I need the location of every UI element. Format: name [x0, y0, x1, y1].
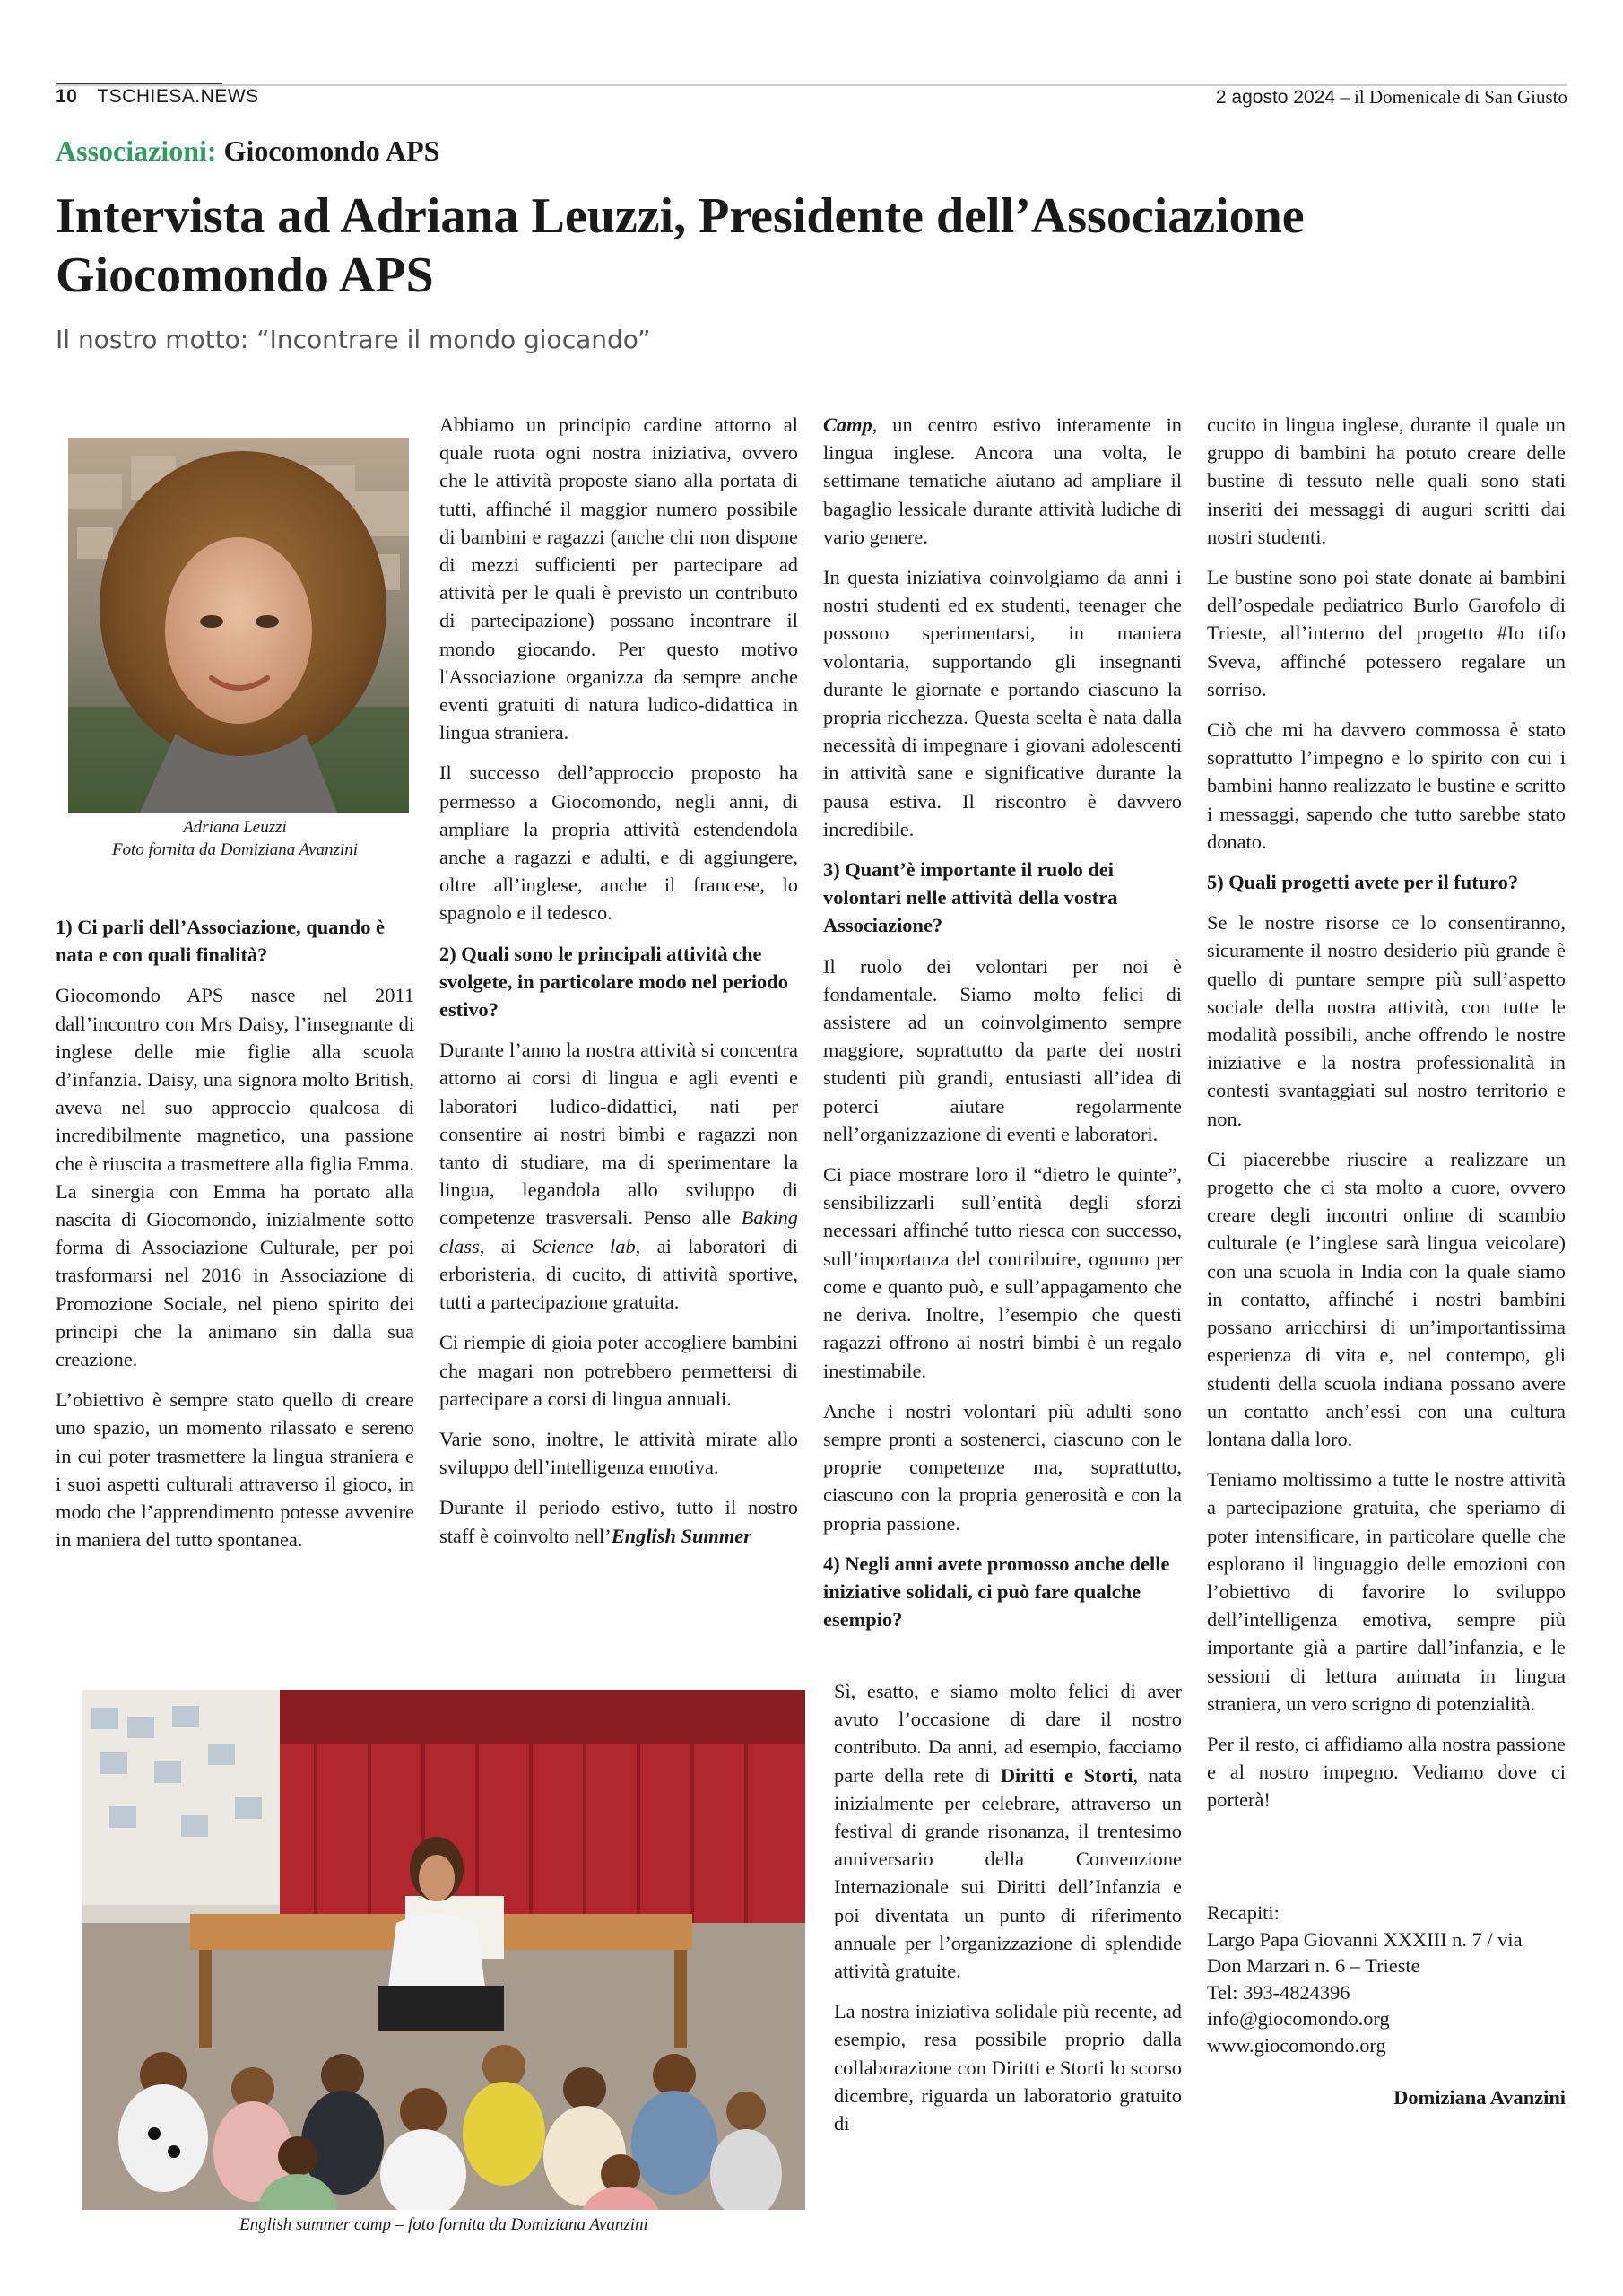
answer-5-paragraph-2: Ci piacerebbe riuscire a realizzare un progetto che ci sta molto a cuore, ovvero creare degli incontri online di scambio culturale (e l’inglese sarà lingua veicolare) con una scuola in India con la quale siamo in contatto, affinché i nostri bambini possano arricchirsi di un’importantissima esperienza di vita e, nel contempo, gli studenti della scuola indiana possano avere un contatto anch’essi con una cultura lontana dalla loro.: [1207, 1147, 1566, 1450]
contacts-address-1: Largo Papa Giovanni XXXIII n. 7 / via: [1207, 1927, 1523, 1951]
english-summer-term: English Summer: [611, 1524, 751, 1547]
portrait-image: [68, 438, 409, 813]
issue-name: il Domenicale di San Giusto: [1354, 86, 1567, 108]
answer-2-paragraph-4: [439, 1493, 798, 1549]
question-5: 5) Quali progetti avete per il futuro?: [1207, 871, 1519, 894]
contacts-block: [1207, 1900, 1566, 2059]
answer-2-paragraph-3: Varie sono, inoltre, le attività mirate allo sviluppo dell’intelligenza emotiva.: [439, 1427, 798, 1479]
baking-class-term: Baking class: [439, 1206, 798, 1257]
article-headline: [56, 187, 1562, 305]
section-label: [56, 135, 439, 168]
answer-3-paragraph-3: Anche i nostri volontari più adulti sono sempre pronti a sostenerci, ciascuno con le proprie competenze ma, soprattutto, ciascuno con la propria generosità e con la propria passione.: [823, 1399, 1182, 1535]
portrait-caption-name: Adriana Leuzzi: [183, 818, 287, 837]
portrait-caption: [56, 816, 414, 861]
page-header-right: [1216, 86, 1567, 109]
answer-2-paragraph-1: [439, 1036, 798, 1316]
section-name: Associazioni:: [56, 135, 217, 167]
column-4: [1207, 411, 1566, 1814]
question-4: 4) Negli anni avete promosso anche delle iniziative solidali, ci può fare qualche esempio?: [823, 1552, 1170, 1631]
answer-4-paragraph-2: La nostra iniziativa solidale più recente, ad esempio, resa possibile proprio dalla collaborazione con Diritti e Storti lo scorso dicembre, riguarda un laboratorio gratuito di: [834, 2000, 1182, 2135]
author-signature: Domiziana Avanzini: [1393, 2086, 1566, 2109]
diritti-e-storti-term: Diritti e Storti: [1000, 1763, 1133, 1787]
question-1: 1) Ci parli dell’Associazione, quando è nata e con quali finalità?: [56, 916, 385, 967]
answer-1-paragraph-1: Giocomondo APS nasce nel 2011 dall’incontro con Mrs Daisy, l’insegnante di inglese delle mie figlie alla scuola d’infanzia. Daisy, una signora molto British, aveva nel suo approccio qualcosa di incredibilmente magnetico, una passione che è riuscita a trasmettere alla figlia Emma. La sinergia con Emma ha portato alla nascita di Giocomondo, inizialmente sotto forma di Associazione Culturale, per poi trasformarsi nel 2016 in Associazione di Promozione Sociale, nel pieno spirito dei principi che la animano sin dalla sua creazione.: [56, 984, 414, 1371]
column-3-paragraph-2: In questa iniziativa coinvolgiamo da anni i nostri studenti ed ex studenti, teenager che possono sperimentarsi, in maniera volontaria, supportando gli insegnanti durante le giornate e portando ciascuno la propria ricchezza. Questa scelta è nata dalla necessità di impegnare i giovani adolescenti in attività sane e significative durante la pausa estiva. Il riscontro è davvero incredibile.: [823, 566, 1182, 840]
answer-5-paragraph-4: Per il resto, ci affidiamo alla nostra passione e al nostro impegno. Vediamo dove ci porterà!: [1207, 1732, 1566, 1812]
publication-name: TSCHIESA.NEWS: [97, 86, 259, 107]
article-subtitle: Il nostro motto: “Incontrare il mondo giocando”: [56, 325, 651, 354]
contacts-label: Recapiti:: [1207, 1901, 1280, 1924]
camp-term: Camp: [823, 413, 872, 436]
answer-5-paragraph-1: Se le nostre risorse ce lo consentiranno, sicuramente il nostro desiderio più grande è quello di puntare sempre più sull’aspetto sociale della nostra attività, con tutte le modalità possibili, anche offrendo le nostre iniziative e la nostra professionalità in contesti svantaggiati sul nostro territorio e non.: [1207, 911, 1566, 1130]
column-1: [56, 913, 414, 1553]
column-2-paragraph-2: Il successo dell’approccio proposto ha permesso a Giocomondo, negli anni, di ampliare la propria attività estendendola anche a ragazzi e adulti, e di aggiungere, oltre all’inglese, anche il francese, lo spagnolo e il tedesco.: [439, 761, 798, 925]
answer-2-paragraph-2: Ci riempie di gioia poter accogliere bambini che magari non potrebbero permettersi di partecipare a corsi di lingua annuali.: [439, 1331, 798, 1410]
science-lab-term: Science lab: [532, 1234, 636, 1257]
column-3: [823, 411, 1182, 1633]
column-3-paragraph-1: [823, 411, 1182, 551]
page-number: 10: [56, 86, 78, 107]
column-2: [439, 411, 798, 1550]
page-header-left: [56, 86, 259, 108]
column-4-paragraph-3: Ciò che mi ha davvero commossa è stato soprattutto l’impegno e lo spirito con cui i bambini hanno realizzato le bustine e scritto i messaggi, sapendo che tutto sarebbe stato donato.: [1207, 718, 1566, 853]
column-4-paragraph-1: cucito in lingua inglese, durante il quale un gruppo di bambini ha potuto creare delle bustine di tessuto nelle quali sono stati inseriti dei messaggi di auguri scritti dai nostri studenti.: [1207, 413, 1566, 548]
answer-3-paragraph-1: Il ruolo dei volontari per noi è fondamentale. Siamo molto felici di assistere ad un coinvolgimento sempre maggiore, soprattutto da parte dei nostri studenti più grandi, entusiasti all’idea di poterci aiutare regolarmente nell’organizzazione di eventi e laboratori.: [823, 954, 1182, 1145]
column-3-lower: [834, 1677, 1182, 2137]
contacts-phone: Tel: 393-4824396: [1207, 1980, 1350, 2004]
question-2: 2) Quali sono le principali attività che svolgete, in particolare modo nel periodo estivo?: [439, 942, 788, 1022]
question-3: 3) Quant’è importante il ruolo dei volontari nelle attività della vostra Associazione?: [823, 858, 1118, 937]
answer-4-text-a: Sì, esatto, e siamo molto felici di aver avuto l’occasione di dare il nostro contributo. Da anni, ad esempio, facciamo parte della rete di: [834, 1680, 1182, 1787]
contacts-website[interactable]: www.giocomondo.org: [1207, 2033, 1386, 2057]
answer-4-paragraph-1: [834, 1677, 1182, 1985]
answer-2-text-a: Durante l’anno la nostra attività si concentra attorno ai corsi di lingua e agli eventi e laboratori ludico-didattici, nati per consentire ai nostri bimbi e ragazzi non tanto di studiare, ma di sperimentare la lingua, legandola allo sviluppo di competenze trasversali. Penso alle: [439, 1039, 798, 1230]
portrait-photo: [68, 438, 409, 813]
answer-3-paragraph-2: Ci piace mostrare loro il “dietro le quinte”, sensibilizzarli sull’entità degli sforzi necessari affinché tutto riesca con successo, sull’importanza del contribuire, ognuno per come e quanto può, e sull’appagamento che ne deriva. Inoltre, l’esempio che questi ragazzi offrono ai nostri bimbi è un regalo inestimabile.: [823, 1163, 1182, 1382]
headline-line-2: Giocomondo APS: [56, 248, 434, 303]
answer-2-text-d: Durante il periodo estivo, tutto il nostro staff è coinvolto nell’: [439, 1496, 798, 1547]
answer-1-paragraph-2: L’obiettivo è sempre stato quello di creare uno spazio, un momento rilassato e sereno in cui poter trasmettere la lingua straniera e i suoi aspetti culturali attraverso il gioco, in modo che l’apprendimento potesse avvenire in maniera del tutto spontanea.: [56, 1388, 414, 1552]
answer-4-text-b: , nata inizialmente per celebrare, attraverso un festival di grande risonanza, il trentesimo anniversario della Convenzione Internazionale sui Diritti dell’Infanzia e poi diventata un punto di riferimento annuale per l’organizzazione di splendide attività gratuite.: [834, 1763, 1182, 1983]
contacts-email[interactable]: info@giocomondo.org: [1207, 2007, 1390, 2031]
answer-5-paragraph-3: Teniamo moltissimo a tutte le nostre attività a partecipazione gratuita, che speriamo di poter intensificare, in particolare quelle che esplorano il linguaggio delle emozioni con l’obiettivo di favorire lo sviluppo dell’intelligenza emotiva, sempre più importante già a partire dall’infanzia, e le sessioni di lettura animata in lingua straniera, un vero scrigno di potenzialità.: [1207, 1468, 1566, 1715]
summer-camp-image: [82, 1690, 805, 2210]
section-topic: Giocomondo APS: [223, 135, 440, 167]
summer-camp-photo: [82, 1690, 805, 2210]
contacts-address-2: Don Marzari n. 6 – Trieste: [1207, 1954, 1420, 1978]
issue-date: 2 agosto 2024: [1215, 87, 1336, 108]
column-2-paragraph-1: Abbiamo un principio cardine attorno al quale ruota ogni nostra iniziativa, ovvero che le attività proposte siano alla portata di tutti, affinché il maggior numero possibile di bambini e ragazzi (anche chi non dispone di mezzi sufficienti per partecipare ad attività per le quali è previsto un contributo di partecipazione) possano incontrare il mondo giocando. Per questo motivo l'Associazione organizza da sempre anche eventi gratuiti di natura ludico-didattica in lingua straniera.: [439, 413, 798, 744]
header-separator: –: [1340, 86, 1355, 108]
summer-camp-caption: English summer camp – foto fornita da Domiziana Avanzini: [239, 2215, 648, 2234]
portrait-caption-credit: Foto fornita da Domiziana Avanzini: [111, 840, 359, 859]
column-3-paragraph-1-text: , un centro estivo interamente in lingua inglese. Ancora una volta, le settimane tematiche aiutano ad ampliare il bagaglio lessicale durante attività ludiche di vario genere.: [823, 413, 1182, 548]
answer-2-text-b: , ai: [479, 1234, 533, 1257]
headline-line-1: Intervista ad Adriana Leuzzi, Presidente dell’Associazione: [56, 188, 1305, 244]
answer-2-text-c: , ai laboratori di erboristeria, di cucito, di attività sportive, tutti a partecipazione gratuita.: [439, 1234, 799, 1314]
column-4-paragraph-2: Le bustine sono poi state donate ai bambini dell’ospedale pediatrico Burlo Garofolo di Trieste, all’interno del progetto #Io tifo Sveva, affinché potessero regalare un sorriso.: [1207, 566, 1566, 700]
